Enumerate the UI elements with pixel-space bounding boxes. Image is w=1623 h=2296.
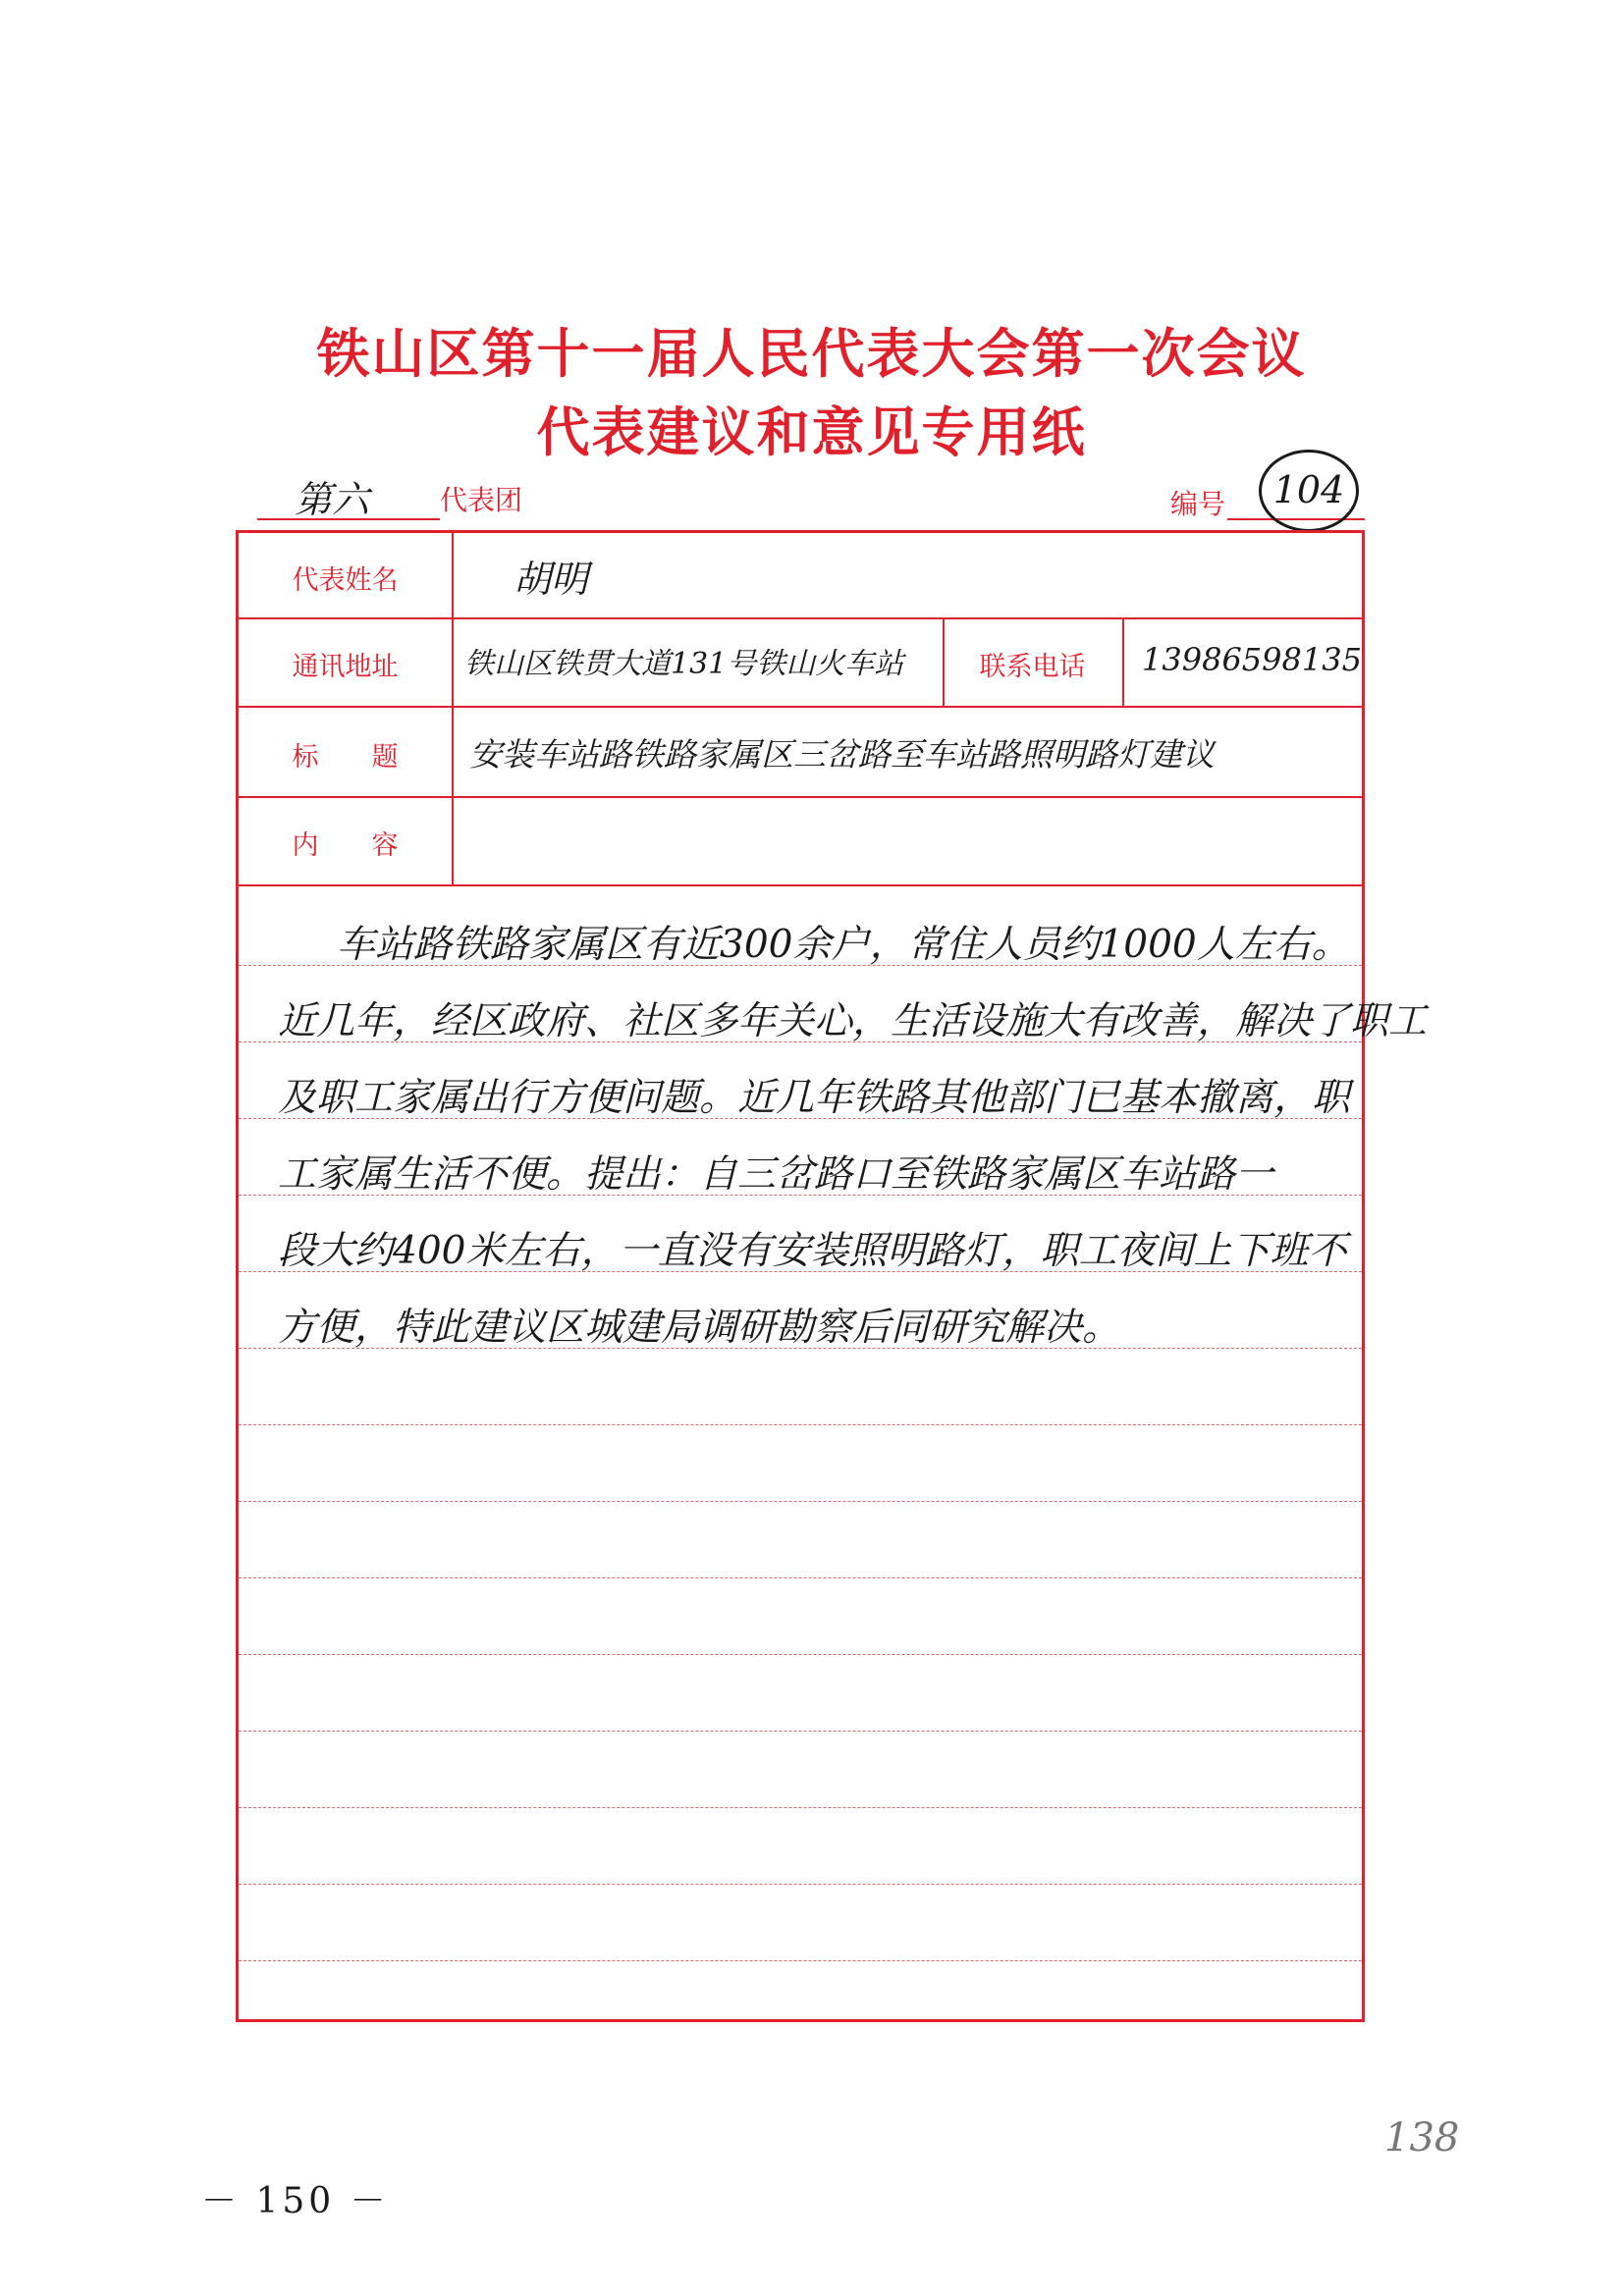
label-column-divider bbox=[452, 533, 454, 884]
suggestion-form bbox=[236, 530, 1428, 2022]
address-label: 通讯地址 bbox=[292, 652, 399, 682]
ruled-line bbox=[239, 1731, 1362, 1732]
form-row-divider bbox=[239, 796, 1362, 798]
ruled-line bbox=[239, 1424, 1362, 1425]
phone-label: 联系电话 bbox=[979, 652, 1086, 682]
subject-value: 安装车站路铁路家属区三岔路至车站路照明路灯建议 bbox=[469, 735, 1215, 774]
serial-number-value: 104 bbox=[1259, 450, 1359, 532]
content-line-1: 车站路铁路家属区有近300余户，常住人员约1000人左右。 bbox=[337, 923, 1350, 967]
form-row-divider bbox=[239, 706, 1362, 708]
content-label: 内 容 bbox=[292, 830, 399, 861]
serial-number-label: 编号 bbox=[1170, 488, 1226, 520]
phone-divider-right bbox=[1122, 617, 1124, 706]
ruled-line bbox=[239, 1807, 1362, 1808]
ruled-line bbox=[239, 1654, 1362, 1655]
content-line-2: 近几年，经区政府、社区多年关心，生活设施大有改善，解决了职工 bbox=[278, 999, 1428, 1043]
address-value: 铁山区铁贯大道131号铁山火车站 bbox=[464, 647, 904, 681]
form-row-divider bbox=[239, 617, 1362, 619]
delegation-underline bbox=[257, 518, 440, 520]
name-label: 代表姓名 bbox=[292, 565, 399, 596]
document-title-line-1: 铁山区第十一届人民代表大会第一次会议 bbox=[316, 323, 1307, 385]
form-row-divider bbox=[239, 884, 1362, 886]
ruled-line bbox=[239, 1960, 1362, 1961]
content-line-6: 方便，特此建议区城建局调研勘察后同研究解决。 bbox=[278, 1306, 1121, 1350]
ruled-line bbox=[239, 1501, 1362, 1502]
delegation-label: 代表团 bbox=[440, 484, 523, 516]
content-line-5: 段大约400米左右，一直没有安装照明路灯，职工夜间上下班不 bbox=[278, 1229, 1347, 1273]
page-number: － 150 － bbox=[201, 2181, 390, 2221]
delegation-value: 第六 bbox=[295, 478, 370, 521]
content-line-4: 工家属生活不便。提出：自三岔路口至铁路家属区车站路一 bbox=[278, 1152, 1274, 1197]
content-line-3: 及职工家属出行方便问题。近几年铁路其他部门已基本撤离，职 bbox=[278, 1076, 1351, 1120]
ruled-line bbox=[239, 1884, 1362, 1885]
phone-value: 13986598135 bbox=[1142, 641, 1362, 678]
ruled-line bbox=[239, 1577, 1362, 1578]
document-title-line-2: 代表建议和意见专用纸 bbox=[536, 401, 1087, 463]
name-value: 胡明 bbox=[514, 558, 589, 601]
subject-label: 标 题 bbox=[292, 742, 399, 773]
archive-number: 138 bbox=[1384, 2115, 1460, 2161]
